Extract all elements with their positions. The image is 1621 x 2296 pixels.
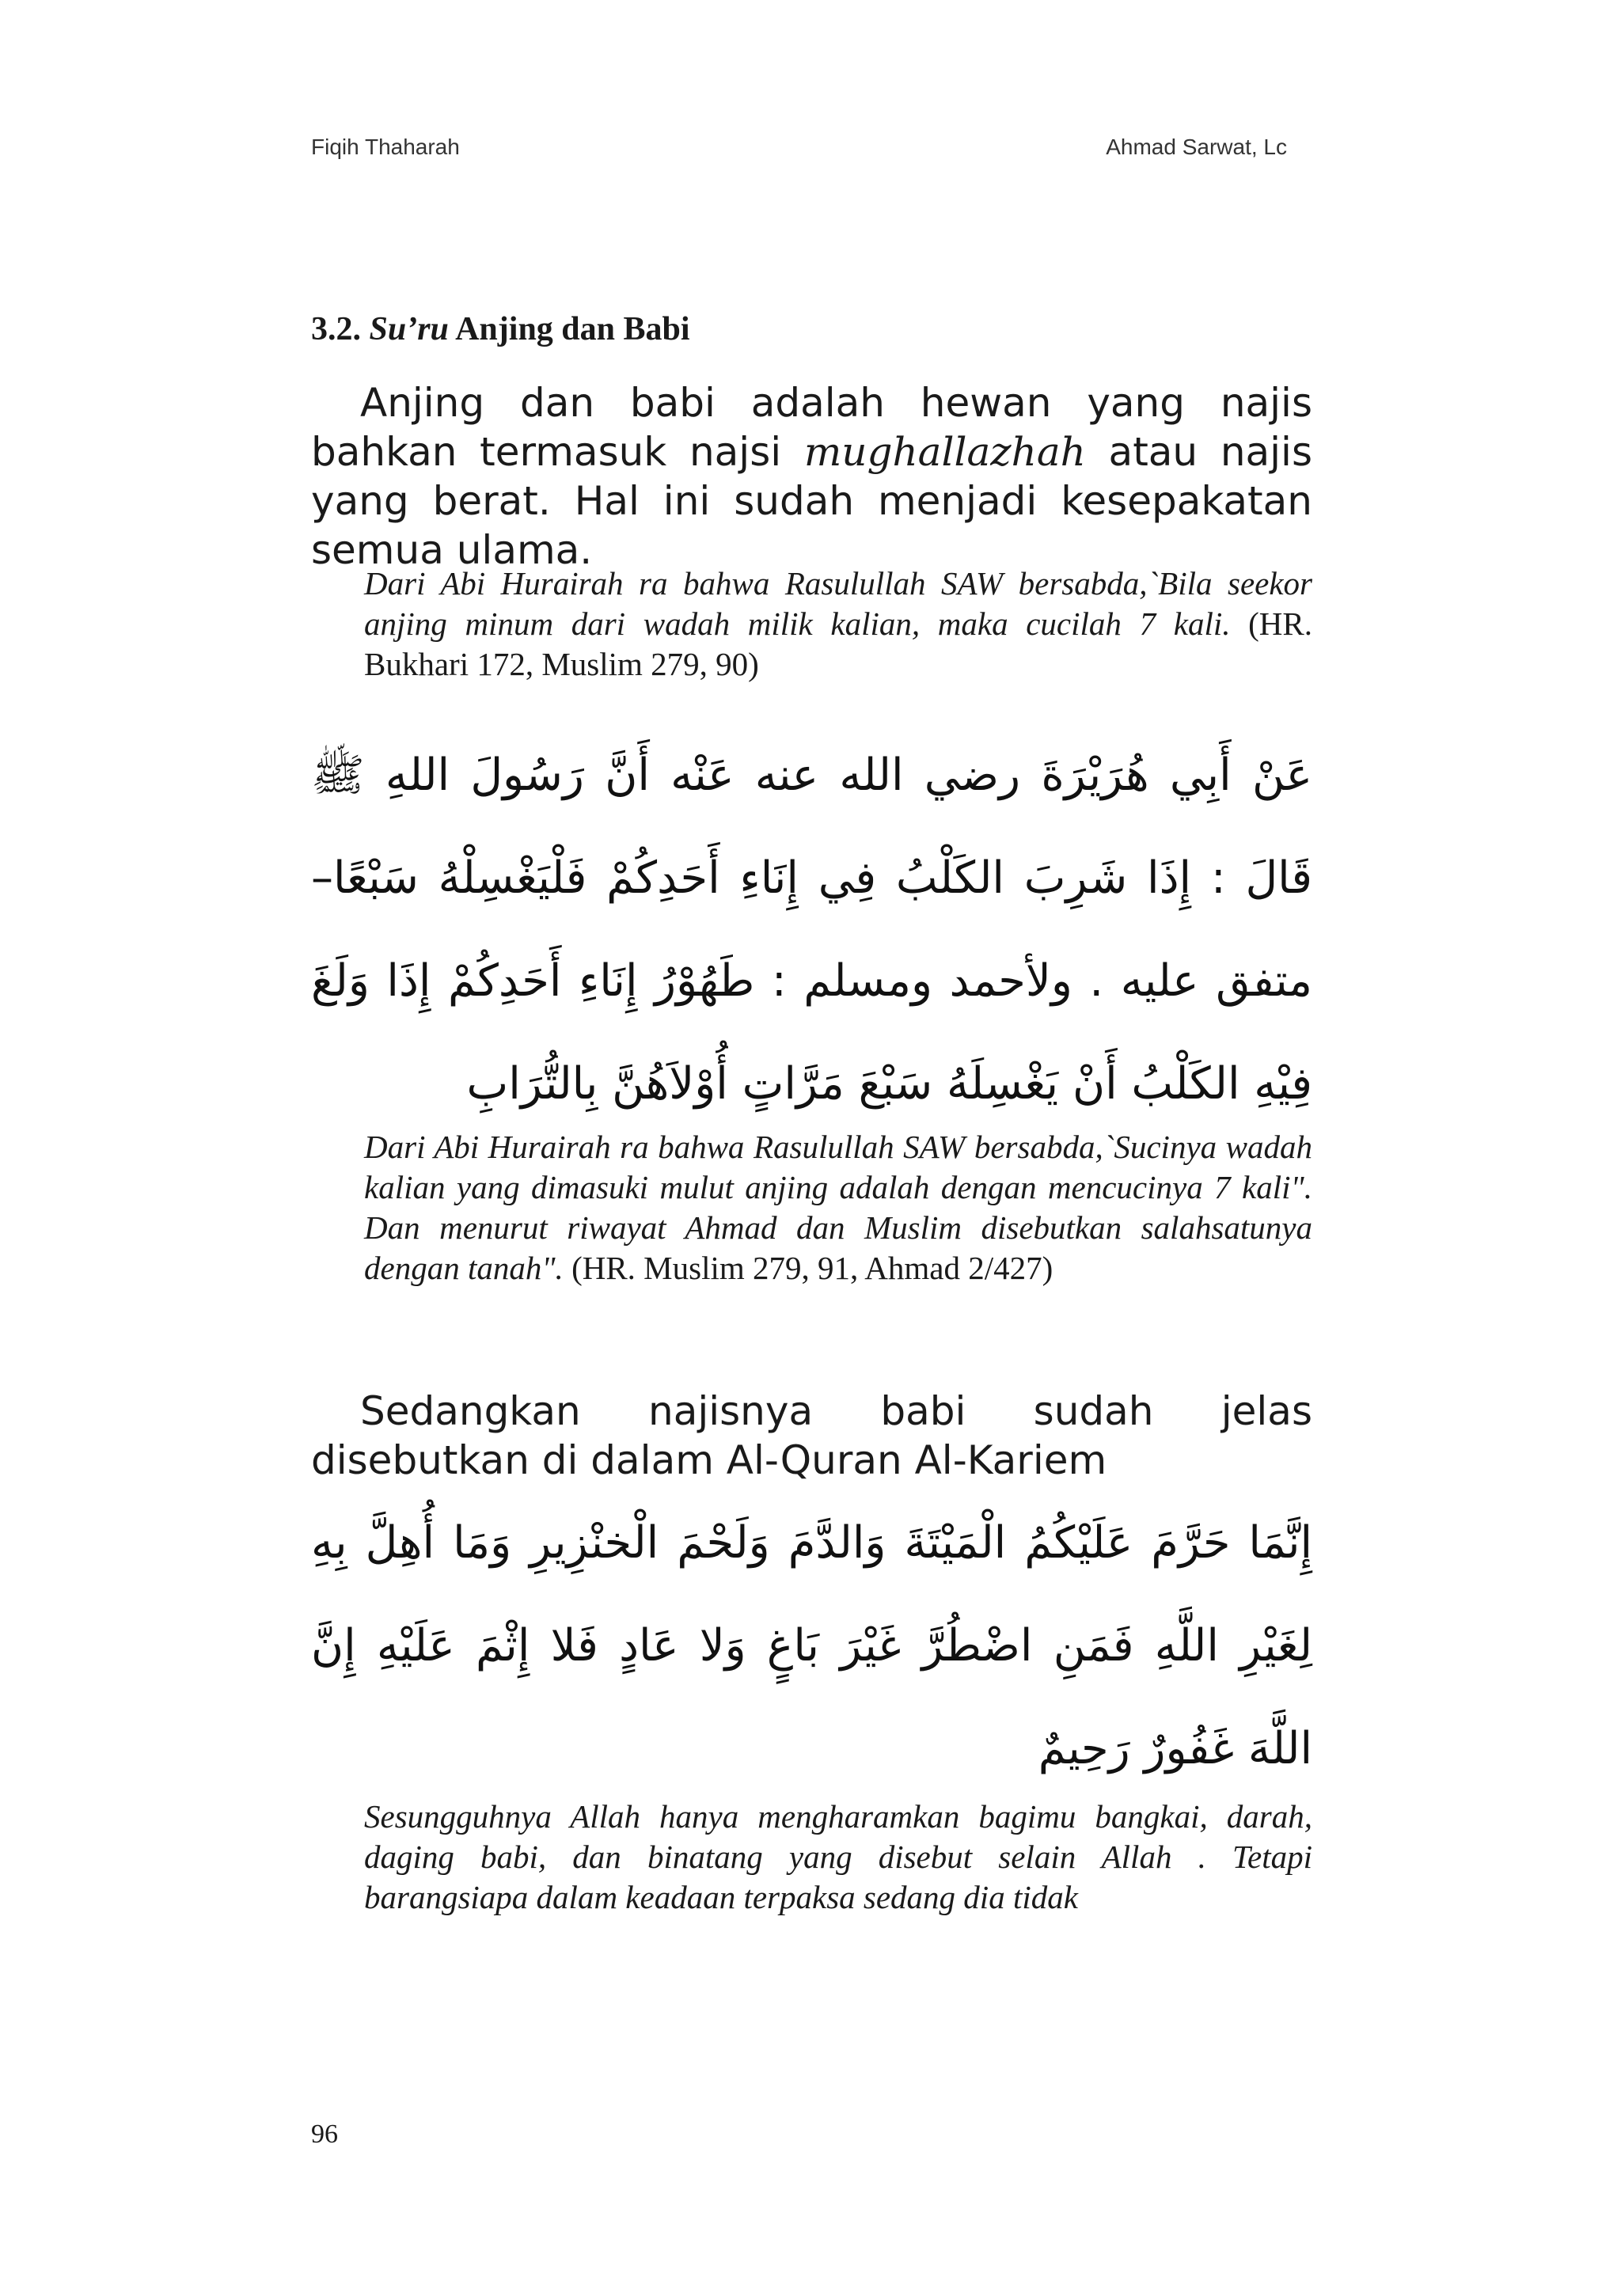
running-header-author: Ahmad Sarwat, Lc [1106, 135, 1287, 159]
arabic-hadith-text: عَنْ أَبِي هُرَيْرَةَ رضي الله عنه عَنْه أَنَّ رَسُولَ اللهِ ﷺ قَالَ : إِذَا شَرِبَ الكَلْبُ فِي إِنَاءِ أَحَدِكُمْ فَلْيَغْسِلْهُ سَبْعًا– متفق عليه . ولأحمد ومسلم : طَهُوْرُ إِنَاءِ أَحَدِكُمْ إِذَا وَلَغَ فِيْهِ الكَلْبُ أَنْ يَغْسِلَهُ سَبْعَ مَرَّاتٍ أُوْلاَهُنَّ بِالتُّرَابِ [311, 750, 1312, 1110]
paragraph-quran-intro [311, 1387, 1312, 1485]
section-title-italic: Su’ru [369, 311, 449, 347]
paragraph-quran-intro-text: Sedangkan najisnya babi sudah jelas disebutkan di dalam Al-Quran Al-Kariem [311, 1388, 1312, 1483]
paragraph-intro-italic-term: mughallazhah [803, 429, 1086, 475]
verse-translation-text: Sesungguhnya Allah hanya mengharamkan bagimu bangkai, darah, daging babi, dan binatang yang disebut selain Allah . Tetapi barangsiapa dalam keadaan terpaksa sedang dia tidak [364, 1798, 1312, 1915]
running-header-title: Fiqih Thaharah [311, 135, 460, 159]
verse-translation [364, 1797, 1312, 1918]
hadith-2-reference: (HR. Muslim 279, 91, Ahmad 2/427) [563, 1250, 1053, 1286]
section-title-text: Anjing dan Babi [455, 311, 690, 347]
hadith-1-text: Dari Abi Hurairah ra bahwa Rasulullah SAW bersabda,`Bila seekor anjing minum dari wadah milik kalian, maka cucilah 7 kali. [364, 565, 1312, 642]
arabic-quran-verse: إِنَّمَا حَرَّمَ عَلَيْكُمُ الْمَيْتَةَ وَالدَّمَ وَلَحْمَ الْخنْزِيرِ وَمَا أُهِلَّ بِهِ لِغَيْرِ اللَّهِ فَمَنِ اضْطُرَّ غَيْرَ بَاغٍ وَلا عَادٍ فَلا إِثْمَ عَلَيْهِ إِنَّ اللَّهَ غَفُورٌ رَحِيمٌ [311, 1517, 1312, 1774]
section-heading [311, 310, 690, 348]
paragraph-intro-part1: Anjing dan babi adalah hewan yang najis bahkan termasuk najsi [311, 380, 1312, 475]
hadith-translation-1 [364, 564, 1312, 685]
paragraph-intro-part2: atau najis yang berat. Hal ini sudah menjadi kesepakatan semua ulama. [311, 429, 1312, 573]
hadith-1-reference: (HR. Bukhari 172, Muslim 279, 90) [364, 605, 1313, 682]
hadith-2-text: Dari Abi Hurairah ra bahwa Rasulullah SAW bersabda,`Sucinya wadah kalian yang dimasuki mulut anjing adalah dengan mencucinya 7 kali". Dan menurut riwayat Ahmad dan Muslim disebutkan salahsatunya dengan tanah". [364, 1129, 1312, 1286]
section-number: 3.2. [311, 311, 361, 347]
hadith-translation-2 [364, 1127, 1312, 1288]
page-number: 96 [311, 2120, 338, 2149]
paragraph-intro [311, 378, 1312, 575]
